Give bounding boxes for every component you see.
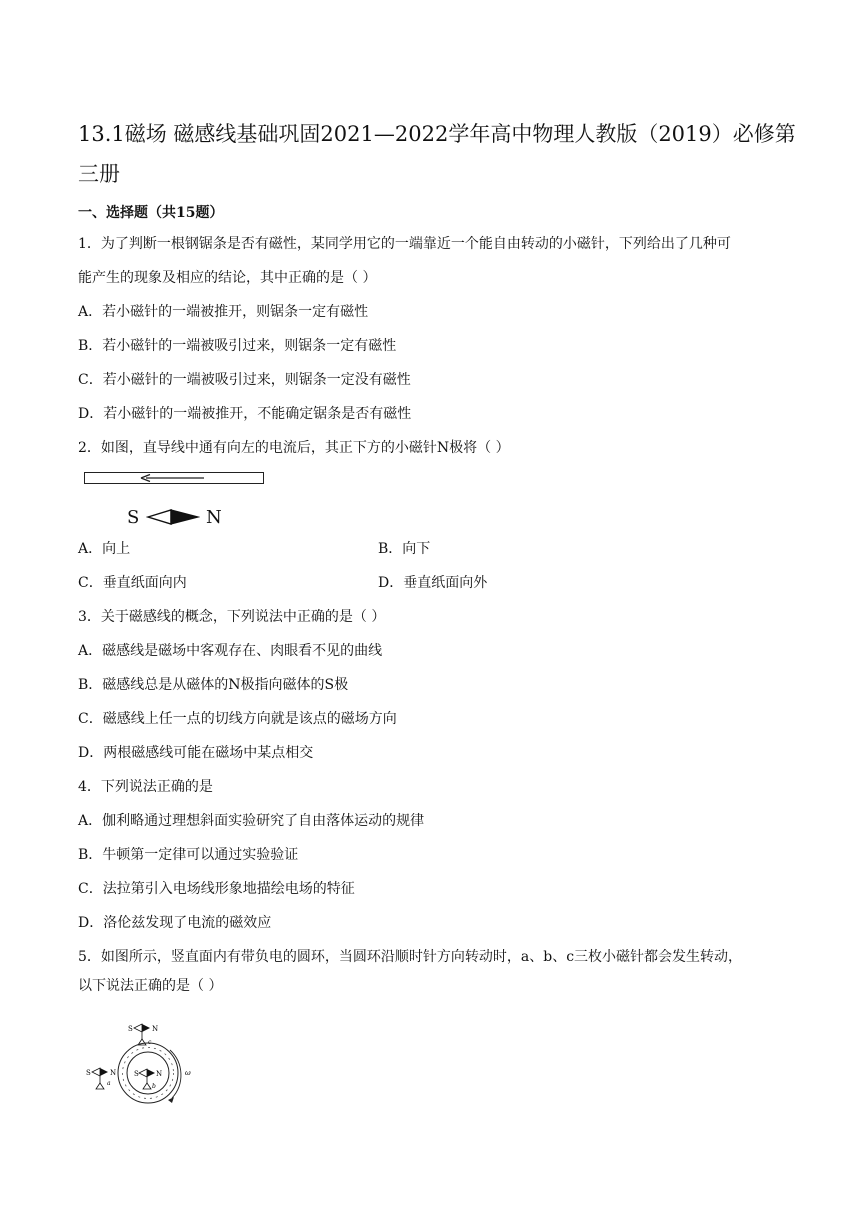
q3-stem: 3．关于磁感线的概念，下列说法中正确的是（ ） [78, 609, 386, 625]
fig-s-label-a: S [86, 1069, 91, 1077]
fig-label-b: b [152, 1083, 156, 1090]
compass-s-label: S [127, 507, 140, 528]
q1-stem-line1: 1．为了判断一根钢锯条是否有磁性，某同学用它的一端靠近一个能自由转动的小磁针，下列给出了几种可 [78, 236, 731, 252]
fig-s-label-b: S [134, 1070, 139, 1078]
fig-n-label-c: N [152, 1025, 159, 1033]
q1-option-b: B．若小磁针的一端被吸引过来，则锯条一定有磁性 [78, 338, 397, 354]
q4-stem: 4．下列说法正确的是 [78, 779, 213, 795]
q2-option-c: C．垂直纸面向内 [78, 575, 187, 591]
compass-needle-icon [146, 508, 200, 526]
fig-label-a: a [107, 1080, 111, 1087]
q2-option-b: B．向下 [378, 541, 431, 557]
q1-option-c: C．若小磁针的一端被吸引过来，则锯条一定没有磁性 [78, 372, 411, 388]
q5-stem-line2: 以下说法正确的是（ ） [78, 978, 223, 994]
q1-option-d: D．若小磁针的一端被推开，不能确定锯条是否有磁性 [78, 406, 412, 422]
q3-option-d: D．两根磁感线可能在磁场中某点相交 [78, 745, 314, 761]
q1-stem-line2: 能产生的现象及相应的结论，其中正确的是（ ） [78, 270, 377, 286]
q1-option-a: A．若小磁针的一端被推开，则锯条一定有磁性 [78, 304, 369, 320]
page-title: 13.1磁场 磁感线基础巩固2021—2022学年高中物理人教版（2019）必修第三册 [78, 122, 796, 186]
q3-option-a: A．磁感线是磁场中客观存在、肉眼看不见的曲线 [78, 643, 383, 659]
ring-figure [82, 1018, 212, 1108]
fig-n-label-a: N [110, 1069, 117, 1077]
q2-option-a: A．向上 [78, 541, 131, 557]
fig-s-label-c: S [128, 1025, 133, 1033]
fig-label-c: c [148, 1039, 152, 1046]
q2-stem: 2．如图，直导线中通有向左的电流后，其正下方的小磁针N极将（ ） [78, 440, 510, 456]
q3-option-c: C．磁感线上任一点的切线方向就是该点的磁场方向 [78, 711, 397, 727]
q4-option-b: B．牛顿第一定律可以通过实验验证 [78, 847, 299, 863]
q4-option-d: D．洛伦兹发现了电流的磁效应 [78, 915, 272, 931]
q4-option-c: C．法拉第引入电场线形象地描绘电场的特征 [78, 881, 355, 897]
q4-option-a: A．伽利略通过理想斜面实验研究了自由落体运动的规律 [78, 813, 425, 829]
section-heading: 一、选择题（共15题） [78, 205, 224, 221]
current-arrow-icon [138, 472, 208, 484]
q3-option-b: B．磁感线总是从磁体的N极指向磁体的S极 [78, 677, 349, 693]
q5-stem-line1: 5．如图所示，竖直面内有带负电的圆环，当圆环沿顺时针方向转动时，a、b、c三枚小磁针都会发生转动， [78, 949, 743, 965]
fig-n-label-b: N [156, 1070, 163, 1078]
compass-n-label: N [206, 507, 222, 528]
q2-option-d: D．垂直纸面向外 [378, 575, 488, 591]
fig-omega-label: ω [185, 1069, 191, 1077]
